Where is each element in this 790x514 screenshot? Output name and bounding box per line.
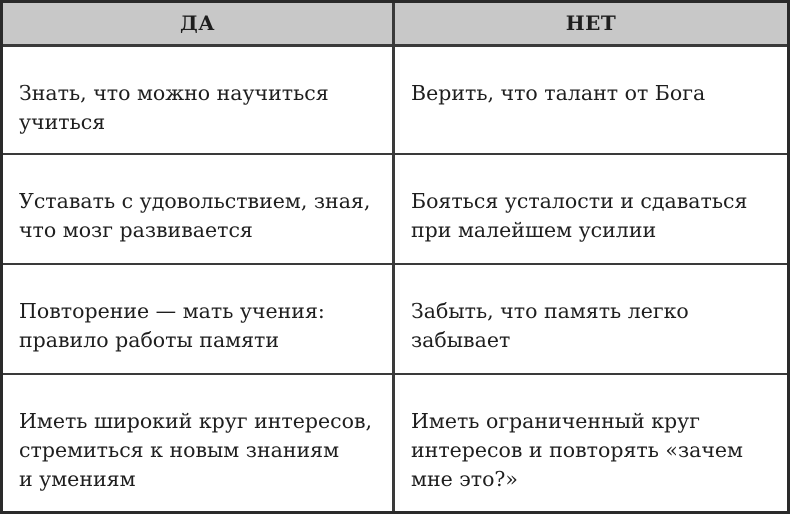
row-2-yes-line-2: что мозг развивается — [19, 218, 253, 242]
row-1-yes-line-1: Знать, что можно научиться — [19, 81, 329, 105]
row-3-no-line-1: Забыть, что память легко — [411, 299, 689, 323]
row-4-yes-line-3: и умениям — [19, 467, 136, 491]
header-no-label: НЕТ — [565, 11, 617, 35]
header-yes — [3, 3, 395, 47]
row-4-yes-cell — [3, 375, 395, 511]
row-4-no-cell — [395, 375, 787, 511]
row-1-yes-line-2: учиться — [19, 110, 106, 134]
row-3-yes-line-1: Повторение — мать учения: — [19, 299, 325, 323]
row-1-no-line-1: Верить, что талант от Бога — [411, 81, 706, 105]
row-2-yes-line-1: Уставать с удовольствием, зная, — [19, 189, 371, 213]
row-3-yes-cell — [3, 265, 395, 375]
row-3-yes-line-2: правило работы памяти — [19, 328, 280, 352]
row-2-no-line-2: при малейшем усилии — [411, 218, 657, 242]
header-yes-label: ДА — [179, 11, 216, 35]
row-2-no-cell — [395, 155, 787, 265]
row-3-no-line-2: забывает — [411, 328, 511, 352]
row-4-yes-line-2: стремиться к новым знаниям — [19, 438, 340, 462]
row-2-yes-cell — [3, 155, 395, 265]
row-2-no-line-1: Бояться усталости и сдаваться — [411, 189, 748, 213]
row-4-no-line-2: интересов и повторять «зачем — [411, 438, 743, 462]
row-1-no-cell — [395, 47, 787, 155]
row-4-yes-line-1: Иметь широкий круг интересов, — [19, 409, 373, 433]
row-3-no-cell — [395, 265, 787, 375]
header-no — [395, 3, 787, 47]
row-1-yes-cell — [3, 47, 395, 155]
row-4-no-line-1: Иметь ограниченный круг — [411, 409, 700, 433]
row-4-no-line-3: мне это?» — [411, 467, 518, 491]
